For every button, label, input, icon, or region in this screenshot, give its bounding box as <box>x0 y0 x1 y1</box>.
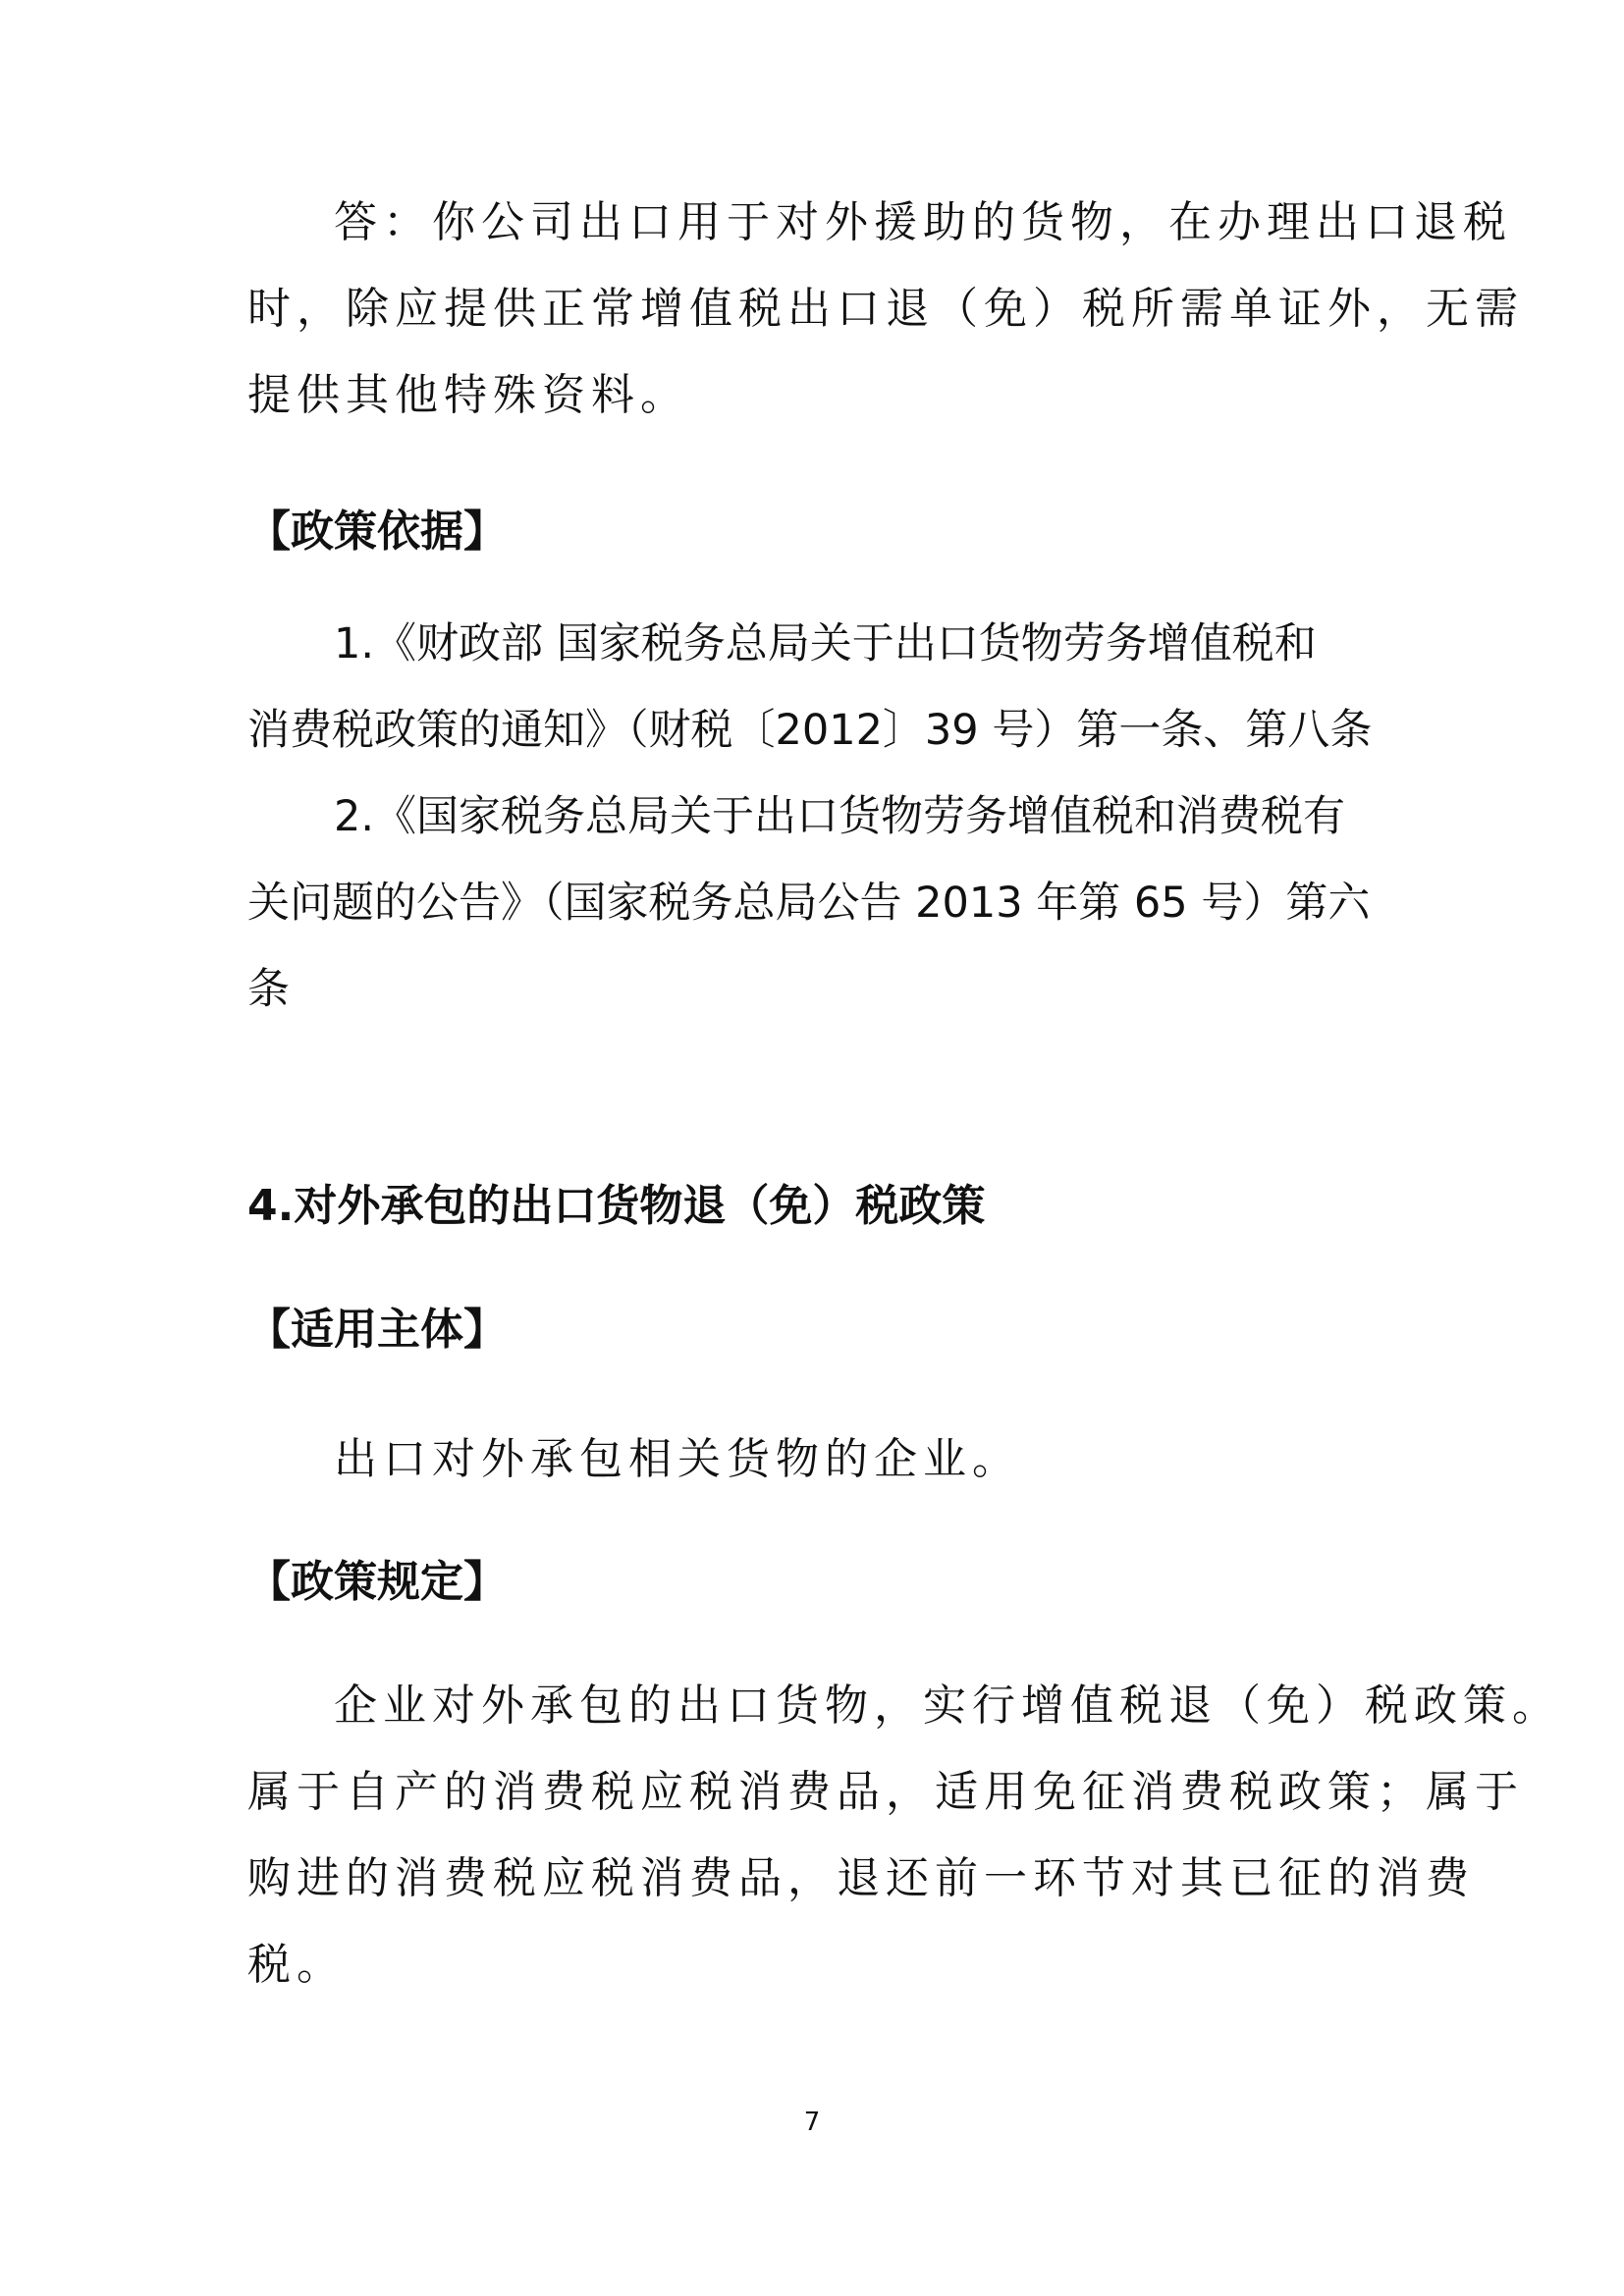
policy-basis-line-1: 1.《财政部 国家税务总局关于出口货物劳务增值税和 <box>334 619 1317 668</box>
policy-rule-line-3: 购进的消费税应税消费品，退还前一环节对其已征的消费 <box>247 1853 1475 1903</box>
policy-rule-line-2: 属于自产的消费税应税消费品，适用免征消费税政策；属于 <box>247 1767 1524 1817</box>
policy-rule-heading: 【政策规定】 <box>247 1557 507 1607</box>
answer-line-2: 时，除应提供正常增值税出口退（免）税所需单证外，无需 <box>247 284 1524 334</box>
answer-line-3: 提供其他特殊资料。 <box>247 370 689 420</box>
page-number: 7 <box>803 2108 821 2137</box>
policy-basis-line-2: 消费税政策的通知》（财税〔2012〕39 号）第一条、第八条 <box>247 706 1373 755</box>
policy-basis-line-5: 条 <box>247 965 290 1014</box>
applicable-subject-heading: 【适用主体】 <box>247 1305 507 1355</box>
applicable-subject-text: 出口对外承包相关货物的企业。 <box>334 1434 1021 1484</box>
policy-basis-heading: 【政策依据】 <box>247 507 507 557</box>
policy-basis-line-4: 关问题的公告》（国家税务总局公告 2013 年第 65 号）第六 <box>247 879 1371 928</box>
policy-basis-line-3: 2.《国家税务总局关于出口货物劳务增值税和消费税有 <box>334 792 1346 841</box>
answer-line-1: 答：你公司出口用于对外援助的货物，在办理出口退税 <box>334 197 1512 247</box>
policy-rule-line-1: 企业对外承包的出口货物，实行增值税退（免）税政策。 <box>334 1681 1561 1731</box>
section-4-title: 4.对外承包的出口货物退（免）税政策 <box>247 1181 986 1231</box>
policy-rule-line-4: 税。 <box>247 1940 346 1990</box>
